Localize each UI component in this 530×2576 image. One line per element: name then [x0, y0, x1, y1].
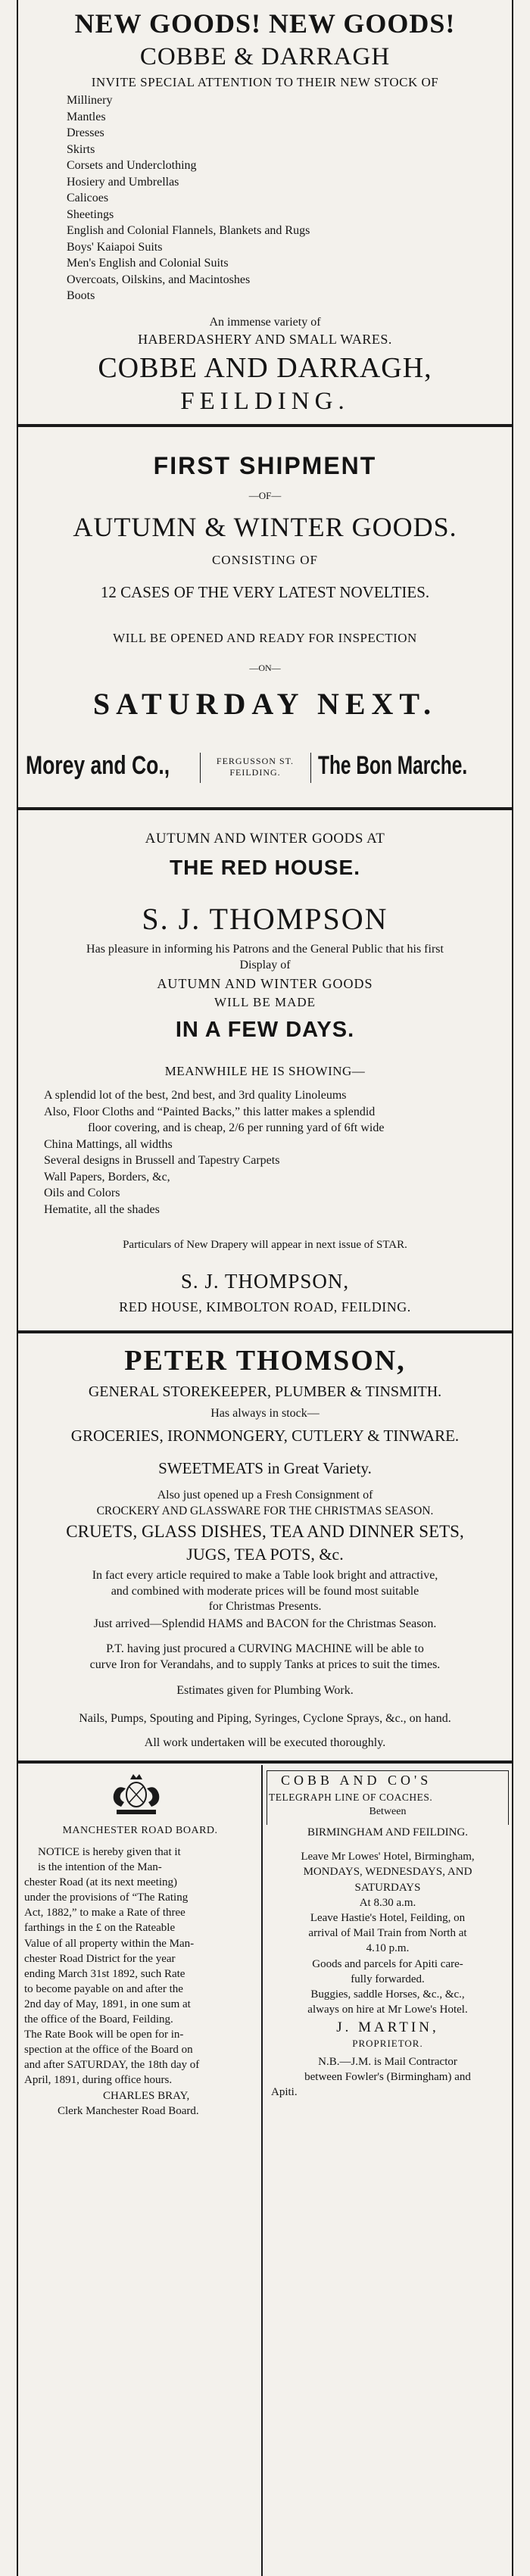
notice-line: chester Road (at its next meeting) [24, 1876, 178, 1889]
address-town: FEILDING. [229, 767, 281, 778]
notice-line: ending March 31st 1892, such Rate [24, 1967, 186, 1980]
notice-line: April, 1891, during office hours. [24, 2074, 173, 2087]
notice-line: spection at the office of the Board on [24, 2044, 193, 2057]
section-divider [18, 807, 512, 810]
thompson-signature: S. J. THOMPSON, [180, 1270, 350, 1293]
notice-line: farthings in the £ on the Rateable [24, 1922, 176, 1935]
address-street: FERGUSSON ST. [216, 756, 295, 766]
peter-cruets: CRUETS, GLASS DISHES, TEA AND DINNER SETS, [66, 1522, 464, 1541]
twelve-cases: 12 CASES OF THE VERY LATEST NOVELTIES. [100, 583, 430, 601]
thompson-list [44, 1087, 506, 1218]
royal-crest-icon [104, 1772, 168, 1817]
peter-crockery: CROCKERY AND GLASSWARE FOR THE CHRISTMAS SEASON. [96, 1505, 434, 1517]
cobbe-stock-list [67, 92, 491, 304]
coach-nb-2: between Fowler's (Birmingham) and [304, 2071, 471, 2084]
first-shipment: FIRST SHIPMENT [153, 452, 377, 479]
coach-goods-2: fully forwarded. [351, 1973, 425, 1985]
peter-fact-1: In fact every article required to make a Table look bright and attractive, [92, 1569, 438, 1582]
peter-nails: Nails, Pumps, Spouting and Piping, Syringes, Cyclone Sprays, &c., on hand. [79, 1712, 451, 1725]
coach-arrival: arrival of Mail Train from North at [308, 1927, 467, 1940]
cobbe-invite: INVITE SPECIAL ATTENTION TO THEIR NEW STOCK OF [91, 75, 439, 89]
thompson-address: RED HOUSE, KIMBOLTON ROAD, FEILDING. [119, 1299, 411, 1315]
divider [200, 753, 201, 783]
notice-line: Act, 1882,” to make a Rate of three [24, 1907, 186, 1920]
list-item: Several designs in Brussell and Tapestry Carpets [44, 1154, 280, 1167]
peter-fact-2: and combined with moderate prices will be found most suitable [111, 1585, 419, 1598]
cobbe-haberdashery: HABERDASHERY AND SMALL WARES. [138, 332, 392, 347]
coach-goods-1: Goods and parcels for Apiti care- [312, 1957, 463, 1970]
morey-signature-row [18, 750, 512, 789]
consisting-of: CONSISTING OF [211, 553, 319, 567]
notice-line: and after SATURDAY, the 18th day of [24, 2059, 200, 2072]
coach-time-2: 4.10 p.m. [366, 1942, 410, 1955]
coach-between: Between [369, 1806, 407, 1817]
cobbe-variety: An immense variety of [209, 316, 321, 329]
notice-line: to become payable on and after the [24, 1982, 183, 1995]
coach-body [263, 1825, 512, 2100]
notice-line: 2nd day of May, 1891, in one sum at [24, 1997, 191, 2010]
coach-buggies-2: always on hire at Mr Lowe's Hotel. [307, 2004, 468, 2016]
coach-telegraph: TELEGRAPH LINE OF COACHES. [269, 1792, 433, 1803]
opened-ready: WILL BE OPENED AND READY FOR INSPECTION [113, 631, 417, 645]
peter-sweetmeats: SWEETMEATS in Great Variety. [158, 1459, 372, 1477]
list-item: Dresses [67, 126, 104, 139]
list-item: China Mattings, all widths [44, 1137, 173, 1151]
peter-fact-3: for Christmas Presents. [208, 1600, 322, 1613]
notice-line: under the provisions of “The Rating [24, 1891, 189, 1904]
list-item: Hosiery and Umbrellas [67, 175, 179, 189]
list-item: Hematite, all the shades [44, 1202, 160, 1216]
list-item: Boys' Kaiapoi Suits [67, 240, 163, 254]
peter-always: Has always in stock— [210, 1407, 320, 1420]
coach-saturdays: SATURDAYS [354, 1881, 421, 1894]
notice-line: chester Road District for the year [24, 1952, 176, 1965]
notice-line: NOTICE is hereby given that it [38, 1846, 181, 1858]
list-item: Millinery [67, 94, 113, 107]
list-item: Men's English and Colonial Suits [67, 257, 229, 270]
coach-proprietor-title: PROPRIETOR. [352, 2037, 423, 2049]
peter-curving-1: P.T. having just procured a CURVING MACHINE will be able to [106, 1642, 424, 1655]
list-item: Oils and Colors [44, 1187, 120, 1199]
coach-days: MONDAYS, WEDNESDAYS, AND [303, 1866, 472, 1879]
peter-trade: GENERAL STOREKEEPER, PLUMBER & TINSMITH. [88, 1383, 442, 1400]
peter-work: All work undertaken will be executed thoroughly. [144, 1736, 386, 1749]
list-item: Corsets and Underclothing [67, 159, 197, 172]
autumn-winter-goods: AUTUMN & WINTER GOODS. [73, 512, 457, 542]
on-separator: —ON— [249, 663, 281, 673]
coach-leave-2: Leave Hastie's Hotel, Feilding, on [310, 1912, 466, 1925]
notice-line: Value of all property within the Man- [24, 1937, 195, 1950]
thompson-made: WILL BE MADE [214, 995, 316, 1009]
peter-arrived: Just arrived—Splendid HAMS and BACON for the Christmas Season. [93, 1617, 437, 1630]
coach-buggies-1: Buggies, saddle Horses, &c., &c., [310, 1988, 465, 2001]
cobbe-firm-name: COBBE & DARRAGH [139, 43, 391, 70]
section-divider [18, 1760, 512, 1764]
thompson-intro: AUTUMN AND WINTER GOODS AT [145, 831, 385, 847]
coach-nb-1: N.B.—J.M. is Mail Contractor [318, 2055, 457, 2068]
coach-leave-1: Leave Mr Lowes' Hotel, Birmingham, [301, 1851, 475, 1863]
thompson-name: S. J. THOMPSON [142, 902, 388, 936]
coach-header-frame [267, 1770, 509, 1825]
notice-line: The Rate Book will be open for in- [24, 2029, 184, 2041]
peter-jugs: JUGS, TEA POTS, &c. [186, 1545, 344, 1564]
list-item: Calicoes [67, 192, 109, 204]
cobbe-firm-name-2: COBBE AND DARRAGH, [98, 352, 432, 384]
notice-line: the office of the Board, Feilding. [24, 2013, 173, 2026]
list-item: English and Colonial Flannels, Blankets and Rugs [67, 224, 310, 237]
thompson-pleasure-2: Display of [239, 959, 291, 971]
thompson-pleasure-1: Has pleasure in informing his Patrons and the General Public that his first [86, 943, 444, 956]
red-house: THE RED HOUSE. [169, 856, 361, 879]
cobbe-town: FEILDING. [180, 388, 350, 415]
thompson-goods: AUTUMN AND WINTER GOODS [157, 976, 373, 991]
of-separator: —OF— [248, 490, 282, 501]
right-border [512, 0, 513, 2576]
peter-estimates: Estimates given for Plumbing Work. [176, 1684, 354, 1697]
drapery-note: Particulars of New Drapery will appear in next issue of STAR. [123, 1239, 407, 1251]
peter-opened: Also just opened up a Fresh Consignment of [157, 1489, 373, 1502]
meanwhile: MEANWHILE HE IS SHOWING— [164, 1064, 366, 1078]
list-item: Boots [67, 289, 95, 302]
road-board-body [24, 1845, 257, 2119]
morey-address [202, 756, 308, 778]
coach-route: BIRMINGHAM AND FEILDING. [307, 1826, 469, 1838]
notice-line: is the intention of the Man- [38, 1861, 162, 1874]
coach-title: COBB AND CO'S [281, 1773, 432, 1788]
list-item: Skirts [67, 142, 95, 156]
list-item: A splendid lot of the best, 2nd best, and 3rd quality Linoleums [44, 1089, 347, 1102]
road-board-title: MANCHESTER ROAD BOARD. [62, 1825, 218, 1836]
section-divider [18, 424, 512, 427]
coach-nb-3: Apiti. [271, 2086, 298, 2099]
list-item: floor covering, and is cheap, 2/6 per running yard of 6ft wide [88, 1121, 385, 1134]
peter-curving-2: curve Iron for Verandahs, and to supply Tanks at prices to suit the times. [89, 1658, 441, 1671]
list-item: Wall Papers, Borders, &c, [44, 1170, 170, 1184]
divider [310, 753, 311, 783]
morey-firm: Morey and Co., [26, 751, 170, 780]
saturday-next: SATURDAY NEXT. [92, 687, 438, 721]
column-divider [261, 1765, 263, 2576]
cobbe-headline: NEW GOODS! NEW GOODS! [74, 8, 456, 39]
section-divider [18, 1330, 512, 1333]
list-item: Sheetings [67, 207, 114, 221]
coach-proprietor: J. MARTIN, [336, 2019, 439, 2036]
list-item: Mantles [67, 110, 106, 123]
list-item: Also, Floor Cloths and “Painted Backs,” this latter makes a splendid [44, 1105, 376, 1118]
signer-name: CHARLES BRAY, [103, 2089, 190, 2102]
list-item: Overcoats, Oilskins, and Macintoshes [67, 273, 251, 286]
coach-time-1: At 8.30 a.m. [359, 1896, 416, 1909]
bon-marche: The Bon Marche. [318, 751, 468, 780]
peter-name: PETER THOMSON, [124, 1345, 406, 1377]
few-days: IN A FEW DAYS. [175, 1018, 355, 1042]
peter-groceries: GROCERIES, IRONMONGERY, CUTLERY & TINWARE. [70, 1427, 460, 1445]
signer-title: Clerk Manchester Road Board. [58, 2104, 199, 2117]
